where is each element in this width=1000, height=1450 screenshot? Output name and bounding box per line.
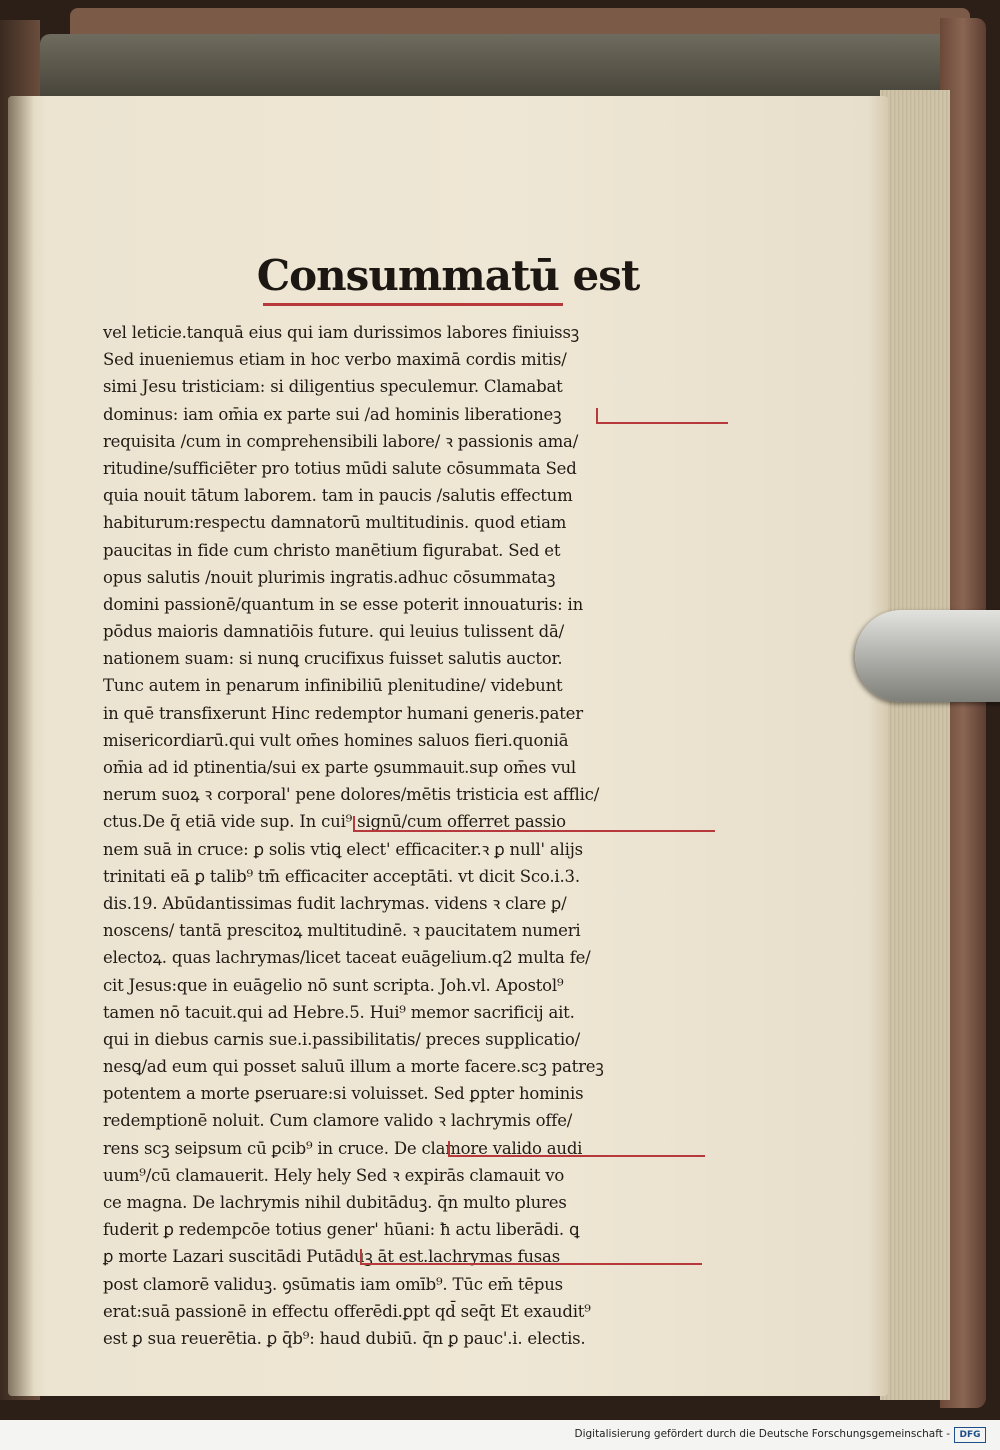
text-line: trinitati eā ꝑ talib⁹ tm̄ efficaciter acceptāti. vt dicit Sco.i.3. <box>103 866 580 886</box>
rubric-mark <box>596 408 728 424</box>
text-line: uum⁹/cū clamauerit. Hely hely Sed ꝛ expirās clamauit vo <box>103 1165 565 1185</box>
text-line: qui in diebus carnis sue.i.passibilitatis/ preces supplicatio/ <box>103 1029 581 1049</box>
text-line: ꝑ morte Lazari suscitādi Putāduꝫ āt est.lachrymas fusas <box>103 1247 560 1267</box>
text-line: nerum suoꝝ ꝛ corporal' pene dolores/mētis tristicia est afflic/ <box>103 785 600 805</box>
page-block-top <box>40 34 955 102</box>
text-line: tamen nō tacuit.qui ad Hebre.5. Hui⁹ memor sacrificij ait. <box>103 1002 575 1022</box>
footer-bar <box>0 1420 1000 1450</box>
page-heading: Consummatū est <box>256 251 640 300</box>
text-line: post clamorē validuꝫ. ꝯsūmatis iam omīb⁹. Tūc em̄ tēpus <box>103 1274 563 1294</box>
text-line: in quē transfixerunt Hinc redemptor humani generis.pater <box>103 703 583 723</box>
text-line: rens scꝫ seipsum cū ꝑcib⁹ in cruce. De clamore valido audi <box>103 1138 583 1158</box>
text-line: pōdus maioris damnatiōis future. qui leuius tulissent dā/ <box>103 622 565 642</box>
book-clasp-clip <box>855 610 1000 702</box>
rubric-mark <box>360 1249 702 1265</box>
text-line: noscens/ tantā prescitoꝝ multitudinē. ꝛ paucitatem numeri <box>103 921 581 941</box>
text-line: ce magna. De lachrymis nihil dubitāduꝫ. q̄n multo plures <box>103 1193 567 1212</box>
spine-shadow <box>8 96 34 1396</box>
rubric-mark <box>353 816 715 832</box>
text-line: Sed inueniemus etiam in hoc verbo maximā cordis mitis/ <box>103 350 567 370</box>
text-line: est ꝑ sua reuerētia. ꝑ q̄b⁹: haud dubiū. q̄n ꝑ pauc'.i. electis. <box>103 1328 586 1348</box>
text-line: fuderit ꝑ redempcōe totius gener' hūani: ħ actu liberādi. ꝗ <box>103 1220 580 1240</box>
text-line: habiturum:respectu damnatorū multitudinis. quod etiam <box>103 513 567 533</box>
text-line: domini passionē/quantum in se esse poterit innouaturis: in <box>103 594 584 614</box>
fore-edge-pages <box>880 90 950 1400</box>
book-page <box>8 96 888 1396</box>
text-line: erat:suā passionē in effectu offerēdi.ꝑpt qd̄ seq̄t Et exaudit⁹ <box>103 1301 591 1321</box>
text-line: ctus.De q̄ etiā vide sup. In cui⁹ signū/cum offerret passio <box>103 812 566 832</box>
text-line: om̄ia ad id ptinentia/sui ex parte ꝯsummauit.sup om̄es vul <box>103 758 576 777</box>
footer-credit: Digitalisierung gefördert durch die Deutsche Forschungsgemeinschaft - <box>574 1428 950 1440</box>
text-line: vel leticie.tanquā eius qui iam durissimos labores finiuissꝫ <box>103 323 579 342</box>
rubric-mark <box>448 1141 705 1157</box>
text-line: nationem suam: si nunꝗ crucifixus fuisset salutis auctor. <box>103 649 563 669</box>
text-block <box>103 319 723 1352</box>
text-line: ritudine/sufficiēter pro totius mūdi salute cōsummata Sed <box>103 458 577 478</box>
heading-rubric-underline <box>263 303 563 306</box>
text-line: requisita /cum in comprehensibili labore/ ꝛ passionis ama/ <box>103 431 579 451</box>
text-line: nem suā in cruce: ꝑ solis vtiꝗ elect' efficaciter.ꝛ ꝑ null' alijs <box>103 839 583 859</box>
text-line: dis.19. Abūdantissimas fudit lachrymas. videns ꝛ clare ꝑ/ <box>103 893 567 913</box>
text-line: electoꝝ. quas lachrymas/licet taceat euāgelium.q2 multa fe/ <box>103 948 591 968</box>
text-line: quia nouit tātum laborem. tam in paucis /salutis effectum <box>103 486 573 506</box>
text-line: cit Jesus:que in euāgelio nō sunt scripta. Joh.vl. Apostol⁹ <box>103 975 564 995</box>
text-line: misericordiarū.qui vult om̄es homines saluos fieri.quoniā <box>103 730 569 750</box>
text-line: redemptionē noluit. Cum clamore valido ꝛ lachrymis offe/ <box>103 1111 573 1131</box>
text-line: simi Jesu tristiciam: si diligentius speculemur. Clamabat <box>103 377 563 397</box>
text-line: potentem a morte ꝑseruare:si voluisset. Sed ꝑpter hominis <box>103 1084 584 1104</box>
text-line: dominus: iam om̄ia ex parte sui /ad hominis liberationeꝫ <box>103 404 562 424</box>
text-line: paucitas in fide cum christo manētium figurabat. Sed et <box>103 540 561 560</box>
text-line: opus salutis /nouit plurimis ingratis.adhuc cōsummataꝫ <box>103 567 556 587</box>
dfg-logo: DFG <box>954 1427 986 1443</box>
text-line: Tunc autem in penarum infinibiliū plenitudine/ videbunt <box>103 676 563 696</box>
text-line: nesꝗ/ad eum qui posset saluū illum a morte facere.scꝫ patreꝫ <box>103 1057 604 1077</box>
